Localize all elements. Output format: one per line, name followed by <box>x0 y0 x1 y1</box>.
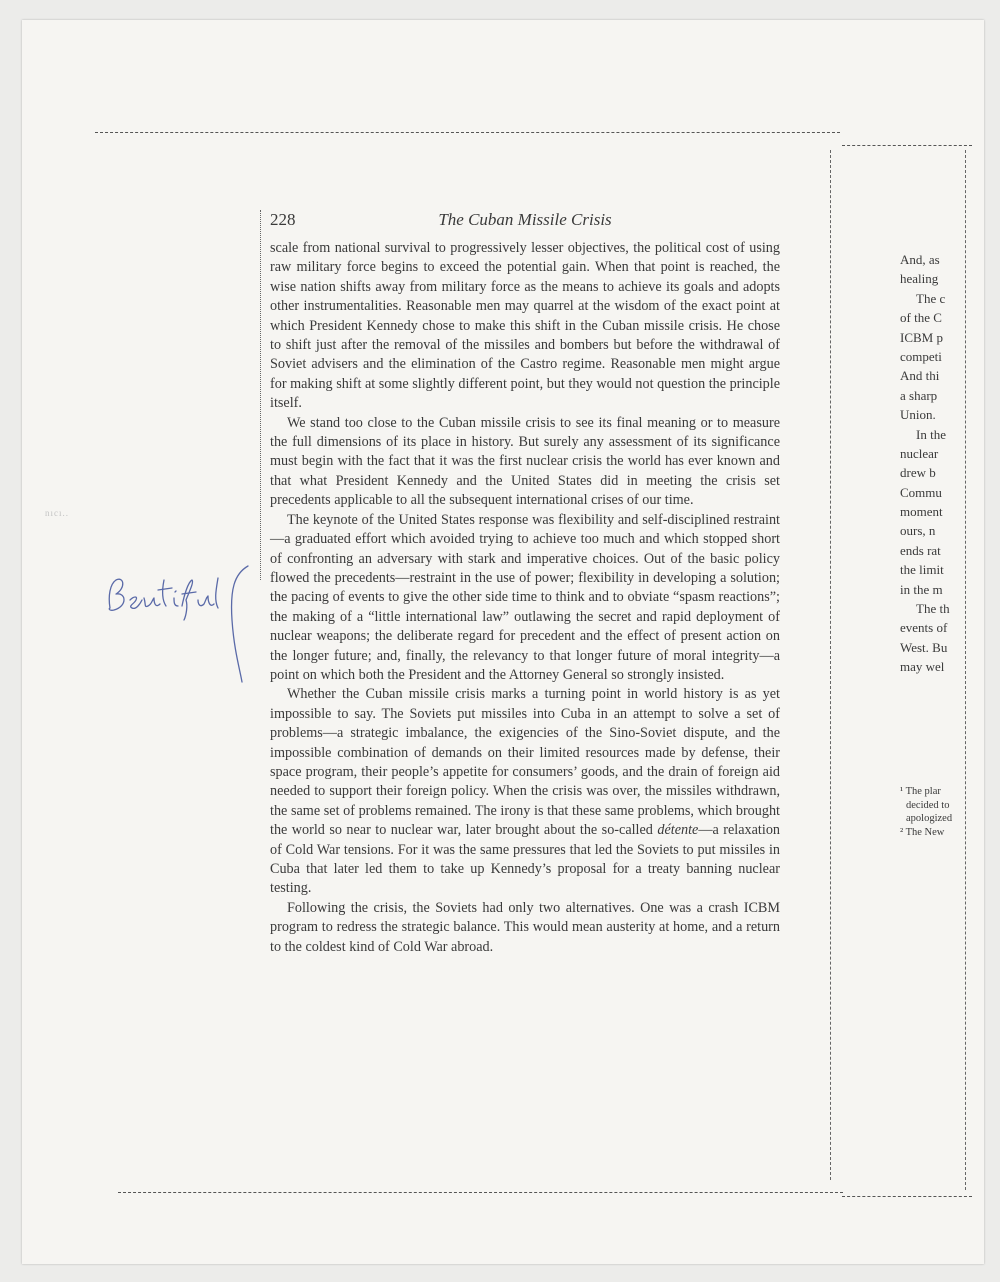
adjacent-footnote: decided to <box>906 799 950 811</box>
paragraph-2: We stand too close to the Cuban missile crisis to see its final meaning or to measure the full dimensions of its place in history. But surely any assessment of its significance must begin with the fact that it was the first nuclear crisis the world has ever known and that what President Kennedy and the United States did in meeting the crisis set precedents applicable to all the subsequent international crises of our time. <box>270 414 780 509</box>
paragraph-4-end: —a relaxation of Cold War tensions. For it was the same pressures that led the Soviets to put missiles in Cuba that later led them to take up Kennedy’s proposal for a treaty banning nuclear testing. <box>270 822 781 897</box>
adjacent-line: Union. <box>900 407 936 423</box>
adjacent-line: healing <box>900 271 939 287</box>
adjacent-line: the limit <box>900 562 944 578</box>
adjacent-line: In the <box>916 426 946 442</box>
clipping-edge-top <box>95 132 840 133</box>
adjacent-line: a sharp <box>900 387 938 403</box>
margin-bleed-through: nıcı.. <box>45 508 69 518</box>
adjacent-page-column <box>900 250 962 677</box>
handwritten-annotation <box>102 560 252 690</box>
adjacent-line: competi <box>900 348 942 364</box>
body-text <box>270 239 780 957</box>
adjacent-line: moment <box>900 504 943 520</box>
adjacent-line: may wel <box>900 659 945 675</box>
clipping-edge-left <box>260 210 261 580</box>
paragraph-4 <box>270 685 780 898</box>
adjacent-line: And, as <box>900 252 940 267</box>
adjacent-line: events of <box>900 620 948 636</box>
running-head <box>270 210 780 234</box>
adjacent-line: Commu <box>900 484 942 500</box>
clipping-edge-top-adjacent <box>842 145 972 146</box>
detente-term: détente <box>657 822 699 839</box>
adjacent-line: nuclear <box>900 445 939 461</box>
adjacent-footnote: apologized <box>906 813 953 824</box>
adjacent-line: The th <box>916 601 950 617</box>
clipping-edge-far-right <box>965 150 966 1190</box>
adjacent-line: ICBM p <box>900 329 943 345</box>
clipping-edge-bottom-adjacent <box>842 1196 972 1197</box>
adjacent-line: drew b <box>900 465 936 481</box>
adjacent-line: of the C <box>900 310 942 326</box>
adjacent-line: ends rat <box>900 542 941 558</box>
adjacent-footnotes <box>900 785 962 839</box>
paragraph-1: scale from national survival to progressively lesser objectives, the political cost of using raw military force begins to exceed the potential gain. When that point is reached, the wise nation shifts away from military force as the means to achieve its goals and adopts other instrumentalities. Reasonable men may quarrel at the wisdom of the exact point at which President Kennedy chose to make this shift in the Cuban missile crisis. He chose to shift just after the removal of the missiles and bombers but before the withdrawal of Soviet advisers and the elimination of the Castro regime. Reasonable men might argue for making shift at some slightly different point, but they would not question the principle itself. <box>270 240 781 412</box>
page-number: 228 <box>270 210 296 229</box>
adjacent-line: ours, n <box>900 523 936 539</box>
adjacent-line: West. Bu <box>900 639 948 655</box>
adjacent-line: The c <box>916 290 946 306</box>
adjacent-footnote: ² The New <box>900 826 945 838</box>
adjacent-line: in the m <box>900 581 943 597</box>
paragraph-3: The keynote of the United States response was flexibility and self-disciplined restraint—a graduated effort which avoided trying to achieve too much and which stopped short of confronting an adversary with stark and imperative choices. Out of the basic policy flowed the precedents—restraint in the use of power; flexibility in developing a solution; the pacing of events to give the other side time to think and to obviate “spasm reactions”; the making of a “little international law” outlawing the secret and rapid deployment of nuclear weapons; the deliberate regard for precedent and the effect of present action on the longer future; and, finally, the relevancy to that longer future of moral integrity—a point on which both the President and the Attorney General so strongly insisted. <box>270 511 780 683</box>
paragraph-5: Following the crisis, the Soviets had only two alternatives. One was a crash ICBM program to redress the strategic balance. This would mean austerity at home, and a return to the coldest kind of Cold War abroad. <box>270 899 780 955</box>
adjacent-footnote: ¹ The plar <box>900 786 941 797</box>
running-title: The Cuban Missile Crisis <box>438 210 612 229</box>
clipping-edge-right <box>830 150 831 1180</box>
adjacent-line: And thi <box>900 368 940 384</box>
clipping-edge-bottom <box>118 1192 843 1193</box>
paragraph-4-start: Whether the Cuban missile crisis marks a turning point in world history is as yet impossible to say. The Soviets put missiles into Cuba in an attempt to solve a set of problems—a strategic imbalance, the exigencies of the Sino-Soviet dispute, and the impossible combination of demands on their limited resources made by defense, their space program, their people’s appetite for consumers’ goods, and the drain of foreign aid needed to support their foreign policy. When the crisis was over, the missiles withdrawn, the same set of problems remained. The irony is that these same problems, which brought the world so near to nuclear war, later brought about the so-called <box>270 686 780 839</box>
